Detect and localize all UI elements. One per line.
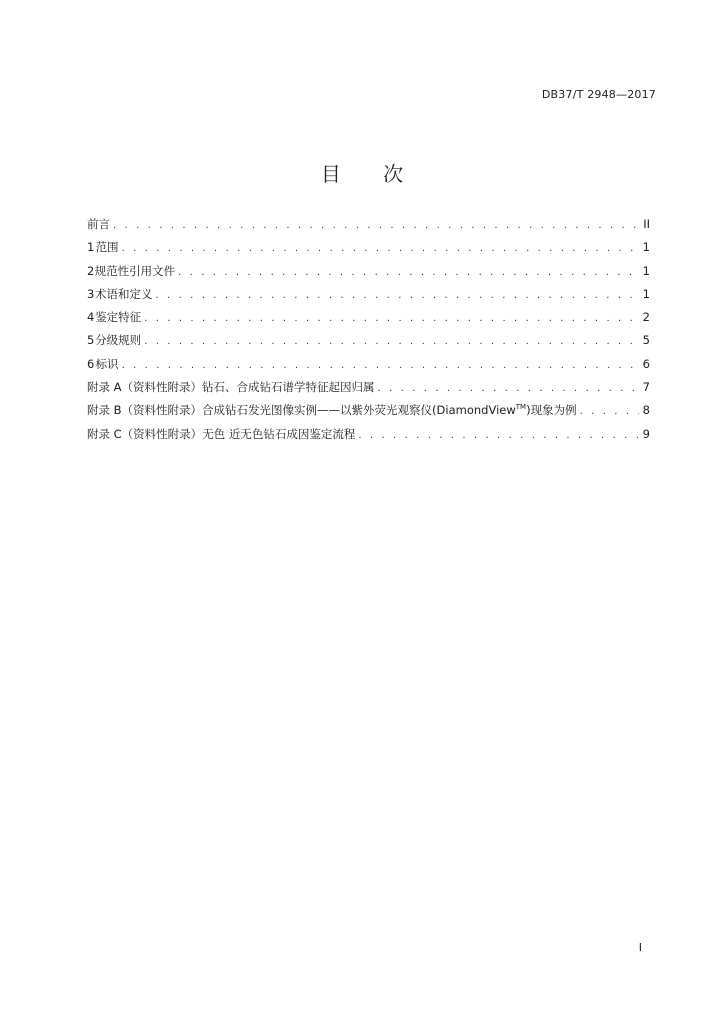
toc-entry-page: 7 (642, 380, 650, 395)
toc-title: 目 次 (320, 162, 422, 186)
toc-entry-label-suffix: )现象为例 (526, 403, 577, 418)
table-of-contents (87, 213, 650, 446)
toc-entry-appendix-a[interactable] (87, 376, 650, 399)
toc-entry-scope[interactable] (87, 236, 650, 259)
toc-entry-page: 1 (642, 286, 650, 301)
toc-entry-label: 分级规则 (95, 333, 142, 348)
toc-leader-dots (358, 424, 639, 447)
toc-entry-label: 鉴定特征 (95, 310, 142, 325)
toc-entry-foreword[interactable] (87, 213, 650, 236)
toc-entry-page: 8 (642, 403, 650, 418)
toc-entry-label: 术语和定义 (95, 286, 153, 301)
toc-entry-page: II (643, 217, 650, 231)
toc-entry-appendix-b[interactable] (87, 399, 650, 422)
toc-entry-appendix-prefix: 附录 A（资料性附录） (87, 380, 203, 395)
toc-entry-number: 5 (87, 333, 95, 348)
trademark-superscript: TM (515, 403, 527, 412)
toc-entry-page: 2 (642, 310, 650, 325)
toc-leader-dots (178, 261, 639, 284)
toc-entry-normative-references[interactable] (87, 260, 650, 283)
toc-leader-dots (378, 377, 639, 400)
toc-entry-page: 1 (642, 263, 650, 278)
toc-entry-label (202, 399, 577, 422)
toc-entry-page: 5 (642, 333, 650, 348)
toc-entry-number: 3 (87, 286, 95, 301)
toc-entry-number: 1 (87, 240, 95, 255)
toc-entry-label: 标识 (95, 356, 119, 371)
toc-entry-label: 前言 (87, 217, 110, 231)
toc-entry-label-main: 合成钻石发光图像实例——以紫外荧光观察仪(DiamondView (202, 403, 516, 418)
toc-entry-page: 1 (642, 240, 650, 255)
toc-leader-dots (122, 354, 639, 377)
toc-entry-label: 钻石、合成钻石谱学特征起因归属 (202, 380, 375, 395)
toc-leader-dots (156, 284, 640, 307)
toc-leader-dots (144, 307, 639, 330)
toc-leader-dots (580, 400, 639, 423)
toc-entry-page: 9 (642, 426, 650, 441)
toc-entry-marking[interactable] (87, 353, 650, 376)
toc-leader-dots (144, 330, 639, 353)
toc-entry-label: 无色 近无色钻石成因鉴定流程 (202, 426, 356, 441)
toc-entry-number: 4 (87, 310, 95, 325)
toc-entry-label: 范围 (95, 240, 119, 255)
toc-entry-page: 6 (642, 356, 650, 371)
toc-entry-appendix-prefix: 附录 B（资料性附录） (87, 403, 203, 418)
toc-entry-appendix-prefix: 附录 C（资料性附录） (87, 426, 203, 441)
toc-entry-terms-definitions[interactable] (87, 283, 650, 306)
toc-entry-grading-rules[interactable] (87, 329, 650, 352)
toc-entry-appendix-c[interactable] (87, 423, 650, 446)
document-code: DB37/T 2948—2017 (541, 88, 656, 101)
toc-entry-label: 规范性引用文件 (94, 263, 176, 278)
toc-leader-dots (113, 214, 639, 237)
toc-leader-dots (122, 237, 639, 260)
toc-entry-identification-features[interactable] (87, 306, 650, 329)
page-number: I (638, 941, 642, 954)
toc-entry-number: 6 (87, 356, 95, 371)
toc-entry-number: 2 (87, 263, 95, 278)
